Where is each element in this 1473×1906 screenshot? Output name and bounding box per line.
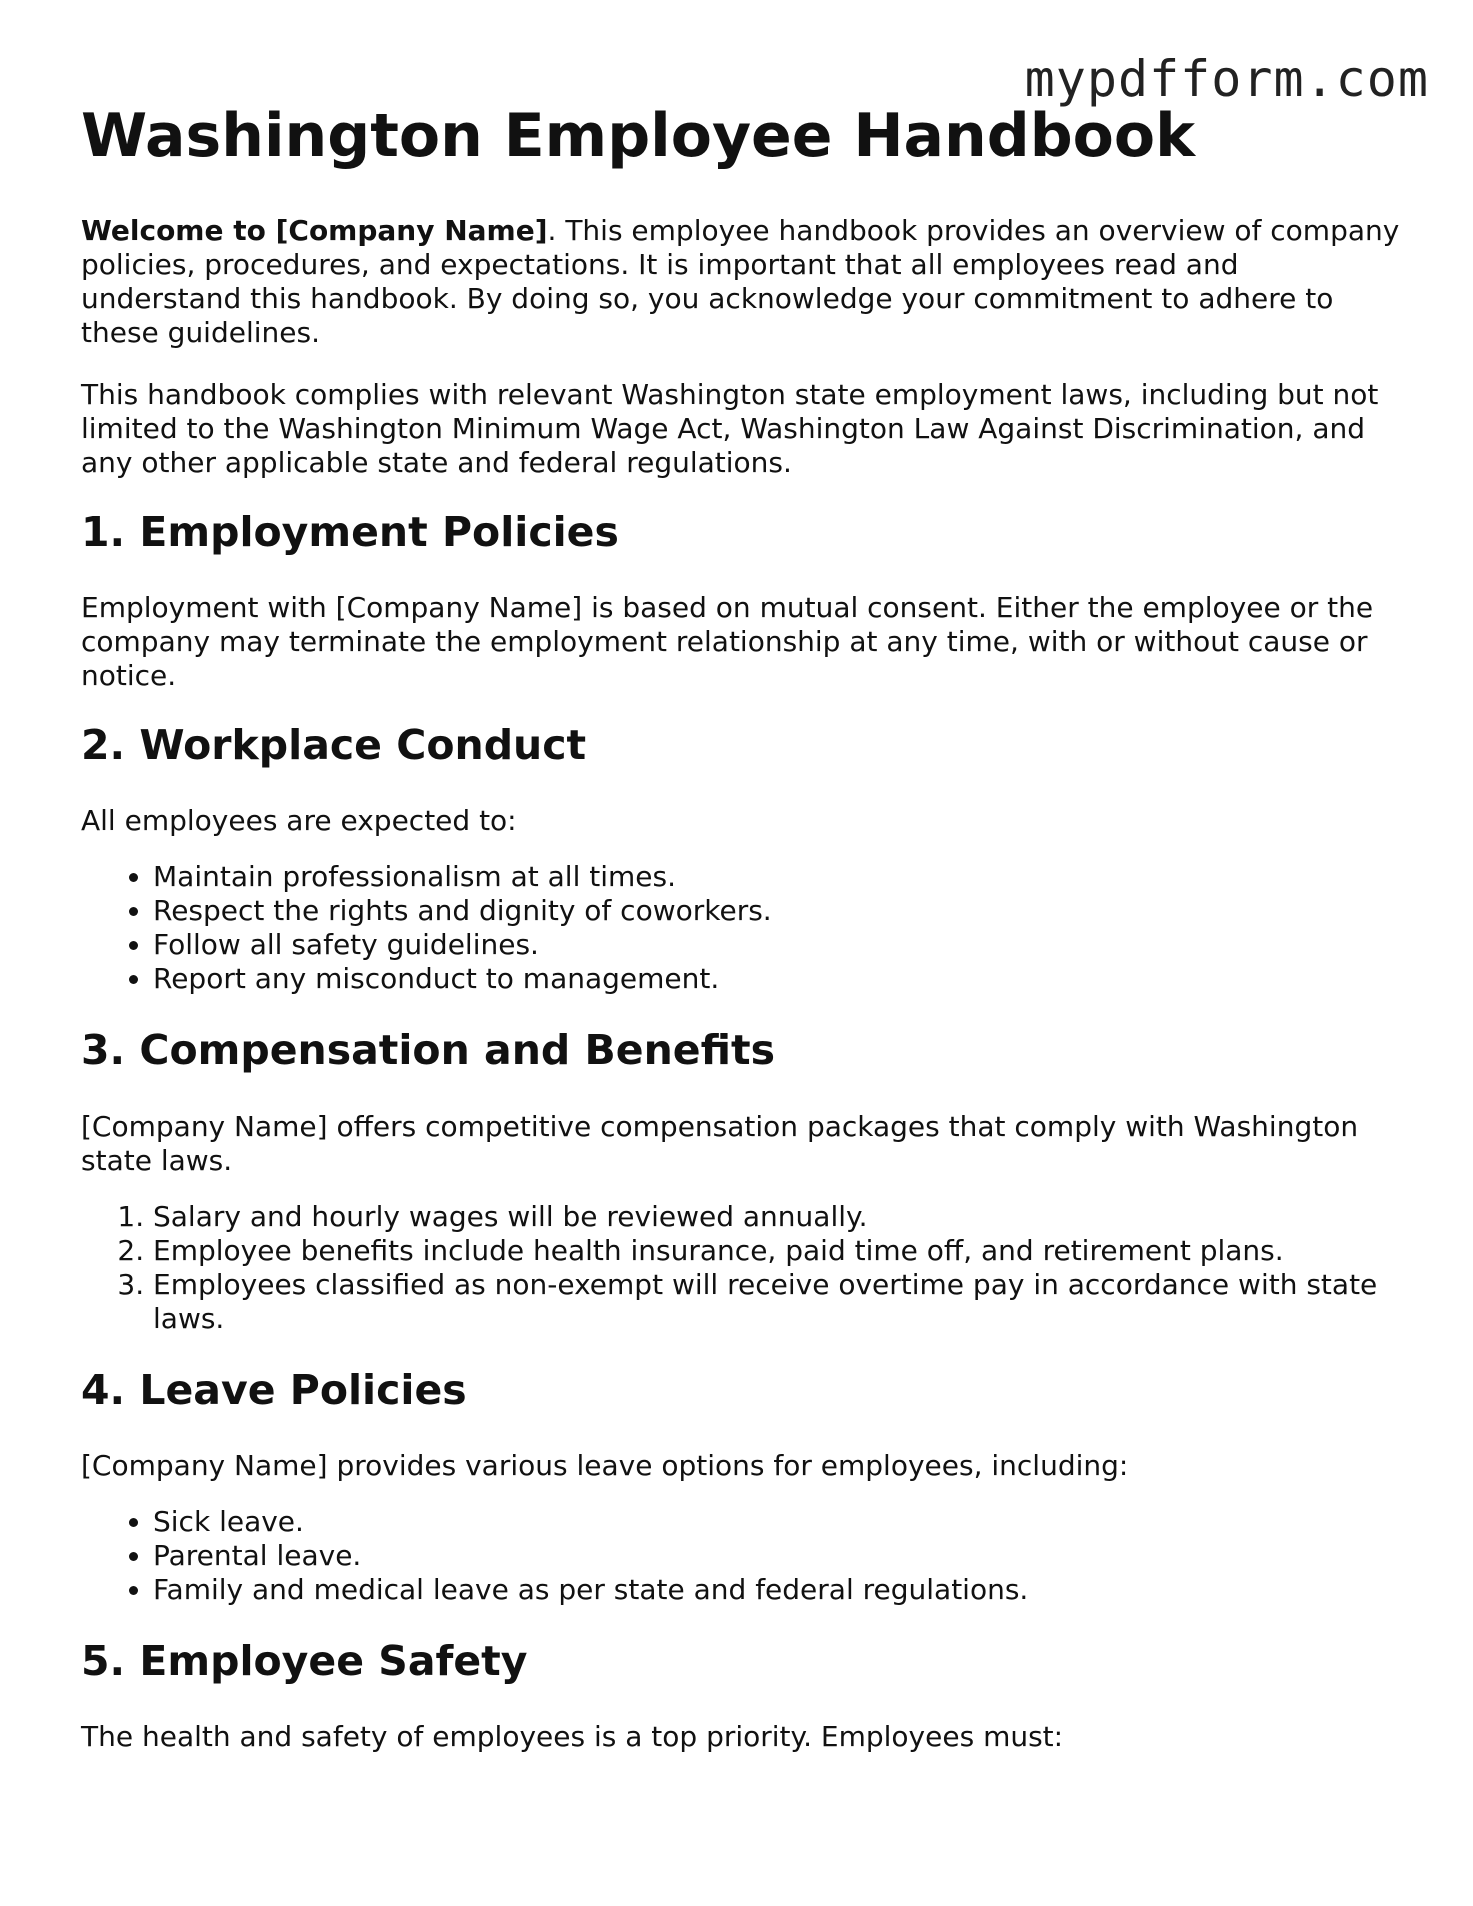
section-text-safety: The health and safety of employees is a top priority. Employees must: bbox=[81, 1719, 1064, 1753]
list-item: • Parental leave. bbox=[153, 1539, 1401, 1573]
section-heading-employment: 1. Employment Policies bbox=[81, 508, 619, 556]
section-heading-leave: 4. Leave Policies bbox=[81, 1365, 467, 1414]
list-item: • Sick leave. bbox=[153, 1505, 1401, 1539]
intro-text: . This employee handbook provides an overview of company policies, procedures, and expectations. It is important that all employees read and understand this handbook. By doing so, you acknowledge your commitment to adhere to these guidelines. bbox=[81, 214, 1400, 349]
list-item: • Respect the rights and dignity of coworkers. bbox=[153, 894, 1401, 928]
list-item: • Follow all safety guidelines. bbox=[153, 928, 1401, 962]
intro-bold: Welcome to [Company Name] bbox=[81, 214, 548, 247]
leave-list bbox=[81, 1505, 1401, 1607]
section-text-employment: Employment with [Company Name] is based on mutual consent. Either the employee or the company may terminate the employment relationship at any time, with or without cause or notice. bbox=[81, 591, 1374, 693]
compensation-list bbox=[81, 1200, 1401, 1336]
section-heading-safety: 5. Employee Safety bbox=[81, 1636, 528, 1685]
section-heading-compensation: 3. Compensation and Benefits bbox=[81, 1026, 775, 1075]
list-item: 2. Employee benefits include health insurance, paid time off, and retirement plans. bbox=[153, 1234, 1401, 1268]
list-item: • Report any misconduct to management. bbox=[153, 962, 1401, 996]
section-heading-conduct: 2. Workplace Conduct bbox=[81, 721, 587, 770]
section-text-compensation: [Company Name] offers competitive compensation packages that comply with Washington state laws. bbox=[81, 1109, 1359, 1177]
document-page bbox=[81, 100, 1401, 1782]
section-text-conduct: All employees are expected to: bbox=[81, 804, 517, 838]
compliance-paragraph: This handbook complies with relevant Washington state employment laws, including but not limited to the Washington Minimum Wage Act, Washington Law Against Discrimination, and any other applicable state and federal regulations. bbox=[81, 378, 1379, 479]
list-item: • Maintain professionalism at all times. bbox=[153, 860, 1401, 894]
section-text-leave: [Company Name] provides various leave options for employees, including: bbox=[81, 1448, 1129, 1482]
document-title: Washington Employee Handbook bbox=[81, 101, 1195, 171]
list-item: 1. Salary and hourly wages will be reviewed annually. bbox=[153, 1200, 1401, 1234]
conduct-list bbox=[81, 860, 1401, 996]
list-item: • Family and medical leave as per state and federal regulations. bbox=[153, 1573, 1401, 1607]
list-item: 3. Employees classified as non-exempt will receive overtime pay in accordance with state laws. bbox=[153, 1268, 1401, 1336]
watermark: mypdfform.com bbox=[1024, 50, 1429, 108]
intro-paragraph bbox=[81, 214, 1401, 350]
